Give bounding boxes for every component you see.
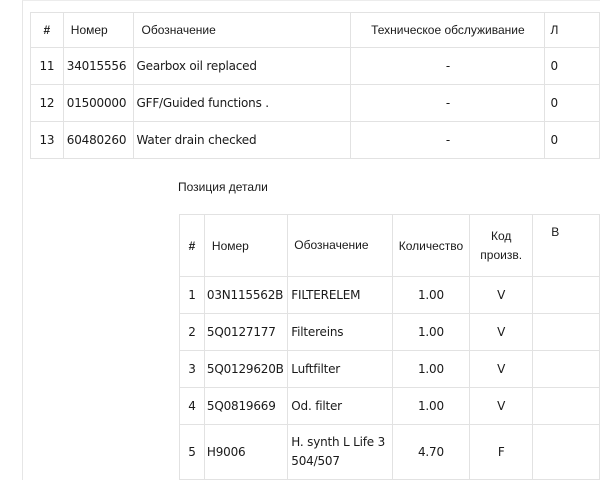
row-num: 5	[180, 425, 205, 480]
row-quantity: 1.00	[392, 351, 469, 388]
row-extra	[533, 425, 600, 480]
row-designation: Od. filter	[288, 388, 392, 425]
column-header-designation: Обозначение	[133, 13, 351, 48]
row-num: 3	[180, 351, 205, 388]
column-header-part-number: Номер	[204, 215, 287, 277]
column-header-maintenance: Техническое обслуживание	[351, 13, 545, 48]
row-extra	[533, 388, 600, 425]
row-mfr-code: V	[470, 277, 533, 314]
row-num: 13	[31, 122, 64, 159]
row-part-number: 5Q0129620B	[204, 351, 287, 388]
row-mfr-code: F	[470, 425, 533, 480]
parts-table	[179, 214, 600, 480]
row-quantity: 1.00	[392, 314, 469, 351]
row-designation: FILTERELEM	[288, 277, 392, 314]
table-row	[180, 388, 600, 425]
table-row	[180, 425, 600, 480]
row-maintenance: -	[351, 48, 545, 85]
row-designation: Gearbox oil replaced	[133, 48, 351, 85]
table-row	[180, 351, 600, 388]
column-header-num: #	[180, 215, 205, 277]
row-designation: Water drain checked	[133, 122, 351, 159]
row-part-number: 5Q0127177	[204, 314, 287, 351]
row-extra	[533, 277, 600, 314]
table-row	[180, 277, 600, 314]
column-header-extra: В	[533, 215, 600, 277]
table-row	[31, 85, 600, 122]
row-maintenance: -	[351, 122, 545, 159]
row-designation: H. synth L Life 3 504/507	[288, 425, 392, 480]
row-num: 11	[31, 48, 64, 85]
row-designation: GFF/Guided functions .	[133, 85, 351, 122]
table-header-row	[180, 215, 600, 277]
row-extra: 0	[545, 122, 600, 159]
row-part-number: 5Q0819669	[204, 388, 287, 425]
row-part-number: 01500000	[63, 85, 133, 122]
row-quantity: 4.70	[392, 425, 469, 480]
row-designation: Luftfilter	[288, 351, 392, 388]
row-maintenance: -	[351, 85, 545, 122]
row-mfr-code: V	[470, 351, 533, 388]
column-header-designation: Обозначение	[288, 215, 392, 277]
section-title-part-positions: Позиция детали	[178, 180, 268, 194]
row-num: 2	[180, 314, 205, 351]
column-header-part-number: Номер	[63, 13, 133, 48]
row-quantity: 1.00	[392, 388, 469, 425]
row-extra: 0	[545, 85, 600, 122]
maintenance-table	[30, 12, 600, 159]
row-designation: Filtereins	[288, 314, 392, 351]
row-extra	[533, 314, 600, 351]
row-part-number: 60480260	[63, 122, 133, 159]
column-header-quantity: Количество	[392, 215, 469, 277]
column-header-extra: Л	[545, 13, 600, 48]
row-num: 4	[180, 388, 205, 425]
row-quantity: 1.00	[392, 277, 469, 314]
table-header-row	[31, 13, 600, 48]
row-part-number: 34015556	[63, 48, 133, 85]
table-row	[180, 314, 600, 351]
column-header-num: #	[31, 13, 64, 48]
row-part-number: 03N115562B	[204, 277, 287, 314]
row-mfr-code: V	[470, 388, 533, 425]
row-extra	[533, 351, 600, 388]
row-num: 12	[31, 85, 64, 122]
table-row	[31, 48, 600, 85]
row-mfr-code: V	[470, 314, 533, 351]
row-num: 1	[180, 277, 205, 314]
table-row	[31, 122, 600, 159]
row-part-number: H9006	[204, 425, 287, 480]
row-extra: 0	[545, 48, 600, 85]
column-header-mfr-code: Код произв.	[470, 215, 533, 277]
